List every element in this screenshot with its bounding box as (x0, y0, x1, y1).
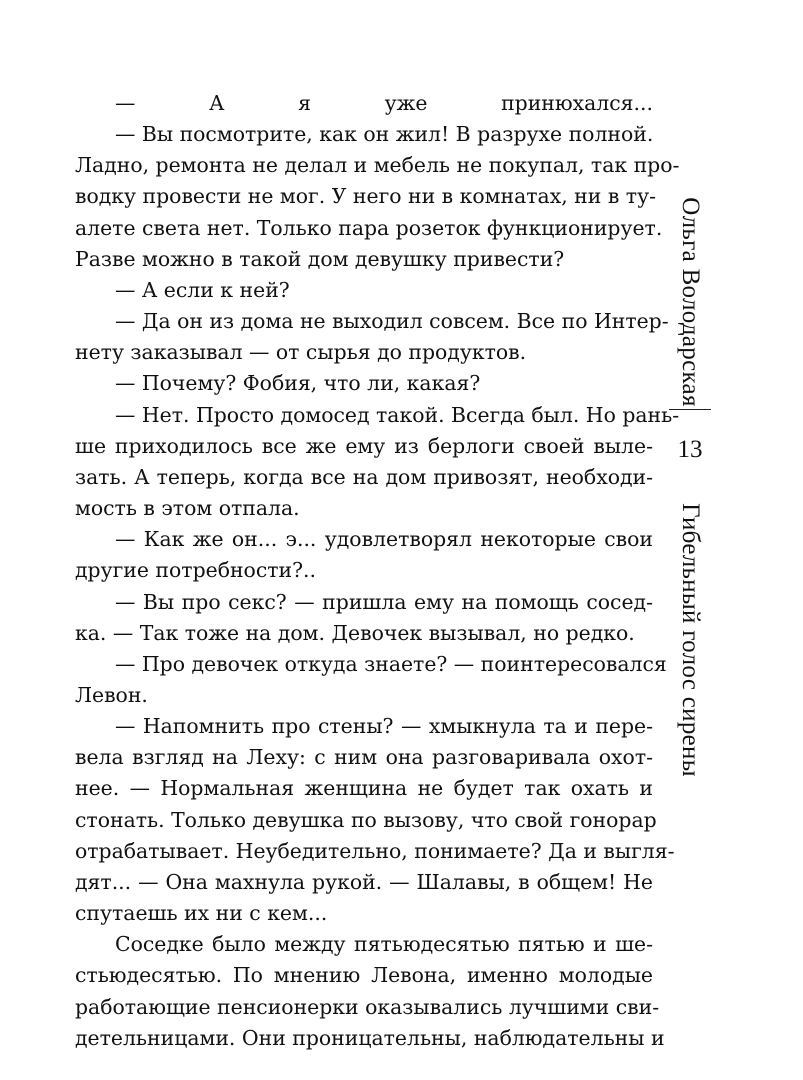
text-line: стьюдесятью. По мнению Левона, именно молодые (75, 963, 653, 988)
text-line: нету заказывал — от сырья до продуктов. (75, 340, 527, 365)
text-line: — Как же он... э... удовлетворял некоторые свои (115, 527, 653, 552)
text-line: спутаешь их ни с кем... (75, 901, 328, 926)
text-line: — Про девочек откуда знаете? — поинтересовался (115, 651, 667, 676)
text-line: ше приходилось все же ему из берлоги своей выле- (75, 433, 653, 458)
text-line: — Напомнить про стены? — хмыкнула та и пере- (115, 714, 653, 739)
text-line: детельницами. Они проницательны, наблюдательны и (75, 1025, 665, 1050)
page-body-text (75, 88, 680, 1054)
running-head-divider (669, 409, 711, 410)
text-line: Соседке было между пятьюдесятью пятью и ше- (115, 932, 653, 957)
text-line: стонать. Только девушка по вызову, что свой гонорар (75, 807, 657, 832)
page-number: 13 (677, 436, 703, 463)
text-line: водку провести не мог. У него ни в комнатах, ни в ту- (75, 184, 656, 209)
text-line: алете света нет. Только пара розеток функционирует. (75, 215, 663, 240)
running-head-book-title: Гибельный голос сирены (677, 503, 704, 777)
text-line: — Нет. Просто домосед такой. Всегда был. Но рань- (115, 402, 680, 427)
text-line: отрабатывает. Неубедительно, понимаете? Да и выгля- (75, 838, 675, 863)
running-head-column (660, 0, 720, 1080)
text-line: вела взгляд на Леху: с ним она разговаривала охот- (75, 745, 653, 770)
text-line: — Вы про секс? — пришла ему на помощь сосед- (115, 589, 653, 614)
text-line: мость в этом отпала. (75, 496, 300, 521)
text-line: — Почему? Фобия, что ли, какая? (115, 371, 481, 396)
text-line: Левон. (75, 682, 148, 707)
text-line: Ладно, ремонта не делал и мебель не покупал, так про- (75, 153, 680, 178)
text-line: — Вы посмотрите, как он жил! В разрухе полной. (115, 122, 654, 147)
text-line: нее. — Нормальная женщина не будет так охать и (75, 776, 653, 801)
text-line: работающие пенсионерки оказывались лучшими сви- (75, 994, 660, 1019)
text-line: Разве можно в такой дом девушку привести? (75, 246, 565, 271)
text-line: — А я уже принюхался... (115, 91, 653, 115)
text-line: другие потребности?.. (75, 558, 317, 583)
text-line: ка. — Так тоже на дом. Девочек вызывал, но редко. (75, 620, 635, 645)
text-line: зать. А теперь, когда все на дом привозят, необходи- (75, 464, 653, 489)
running-head-author: Ольга Володарская (677, 197, 704, 407)
text-line: — Да он из дома не выходил совсем. Все по Интер- (115, 309, 669, 334)
text-line: дят... — Она махнула рукой. — Шалавы, в общем! Не (75, 869, 653, 894)
text-line: — А если к ней? (115, 277, 290, 302)
